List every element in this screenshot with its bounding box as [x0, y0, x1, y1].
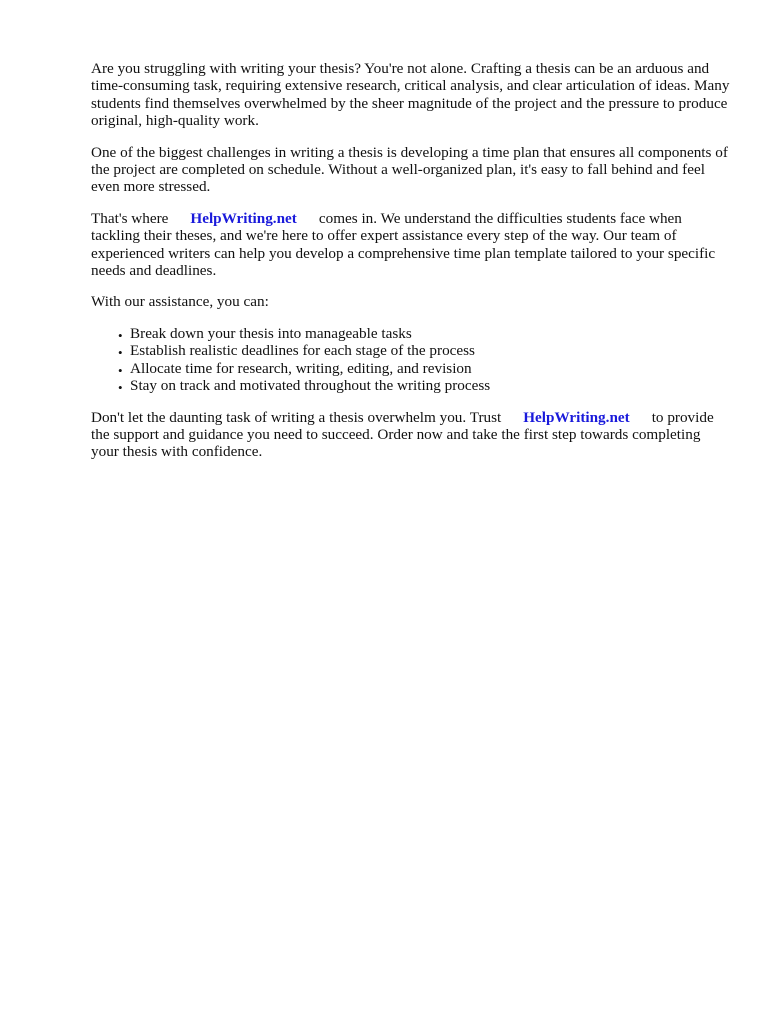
- intro-paragraph: Are you struggling with writing your thesis? You're not alone. Crafting a thesis can be an arduous and time-consuming task, requiring extensive research, critical analysis, and clear articulation of ideas. Many students find themselves overwhelmed by the sheer magnitude of the project and the pressure to produce original, high-quality work.: [91, 60, 730, 130]
- helpwriting-link[interactable]: HelpWriting.net: [190, 209, 297, 227]
- closing-paragraph-rest: to provide the support and guidance you need to succeed. Order now and take the first step towards completing your thesis with confidence.: [91, 408, 714, 461]
- list-item: [118, 325, 731, 342]
- closing-paragraph-lead: Don't let the daunting task of writing a thesis overwhelm you. Trust: [91, 408, 502, 426]
- bullet-icon: •: [118, 345, 123, 361]
- assistance-intro: With our assistance, you can:: [91, 293, 269, 311]
- bullet-icon: •: [118, 362, 123, 378]
- list-item: [118, 360, 731, 377]
- service-paragraph: [91, 210, 731, 280]
- list-item-text: Establish realistic deadlines for each stage of the process: [130, 342, 475, 360]
- list-item-text: Break down your thesis into manageable tasks: [130, 324, 412, 342]
- helpwriting-link[interactable]: HelpWriting.net: [523, 408, 630, 426]
- list-item-text: Allocate time for research, writing, editing, and revision: [130, 359, 472, 377]
- list-item: [118, 377, 731, 394]
- list-item: [118, 342, 731, 359]
- closing-paragraph: [91, 409, 731, 461]
- time-plan-paragraph: One of the biggest challenges in writing a thesis is developing a time plan that ensures all components of the project are completed on schedule. Without a well-organized plan, it's easy to fall behind and feel even more stressed.: [91, 143, 728, 196]
- document-body: [91, 60, 731, 475]
- service-paragraph-rest: comes in. We understand the difficulties students face when tackling their theses, and we're here to offer expert assistance every step of the way. Our team of experienced writers can help you develop a comprehensive time plan template tailored to your specific needs and deadlines.: [91, 209, 716, 280]
- list-item-text: Stay on track and motivated throughout the writing process: [130, 377, 491, 395]
- bullet-icon: •: [118, 327, 123, 343]
- service-paragraph-lead: That's where: [91, 209, 169, 227]
- benefits-list: [91, 325, 731, 395]
- bullet-icon: •: [118, 380, 123, 396]
